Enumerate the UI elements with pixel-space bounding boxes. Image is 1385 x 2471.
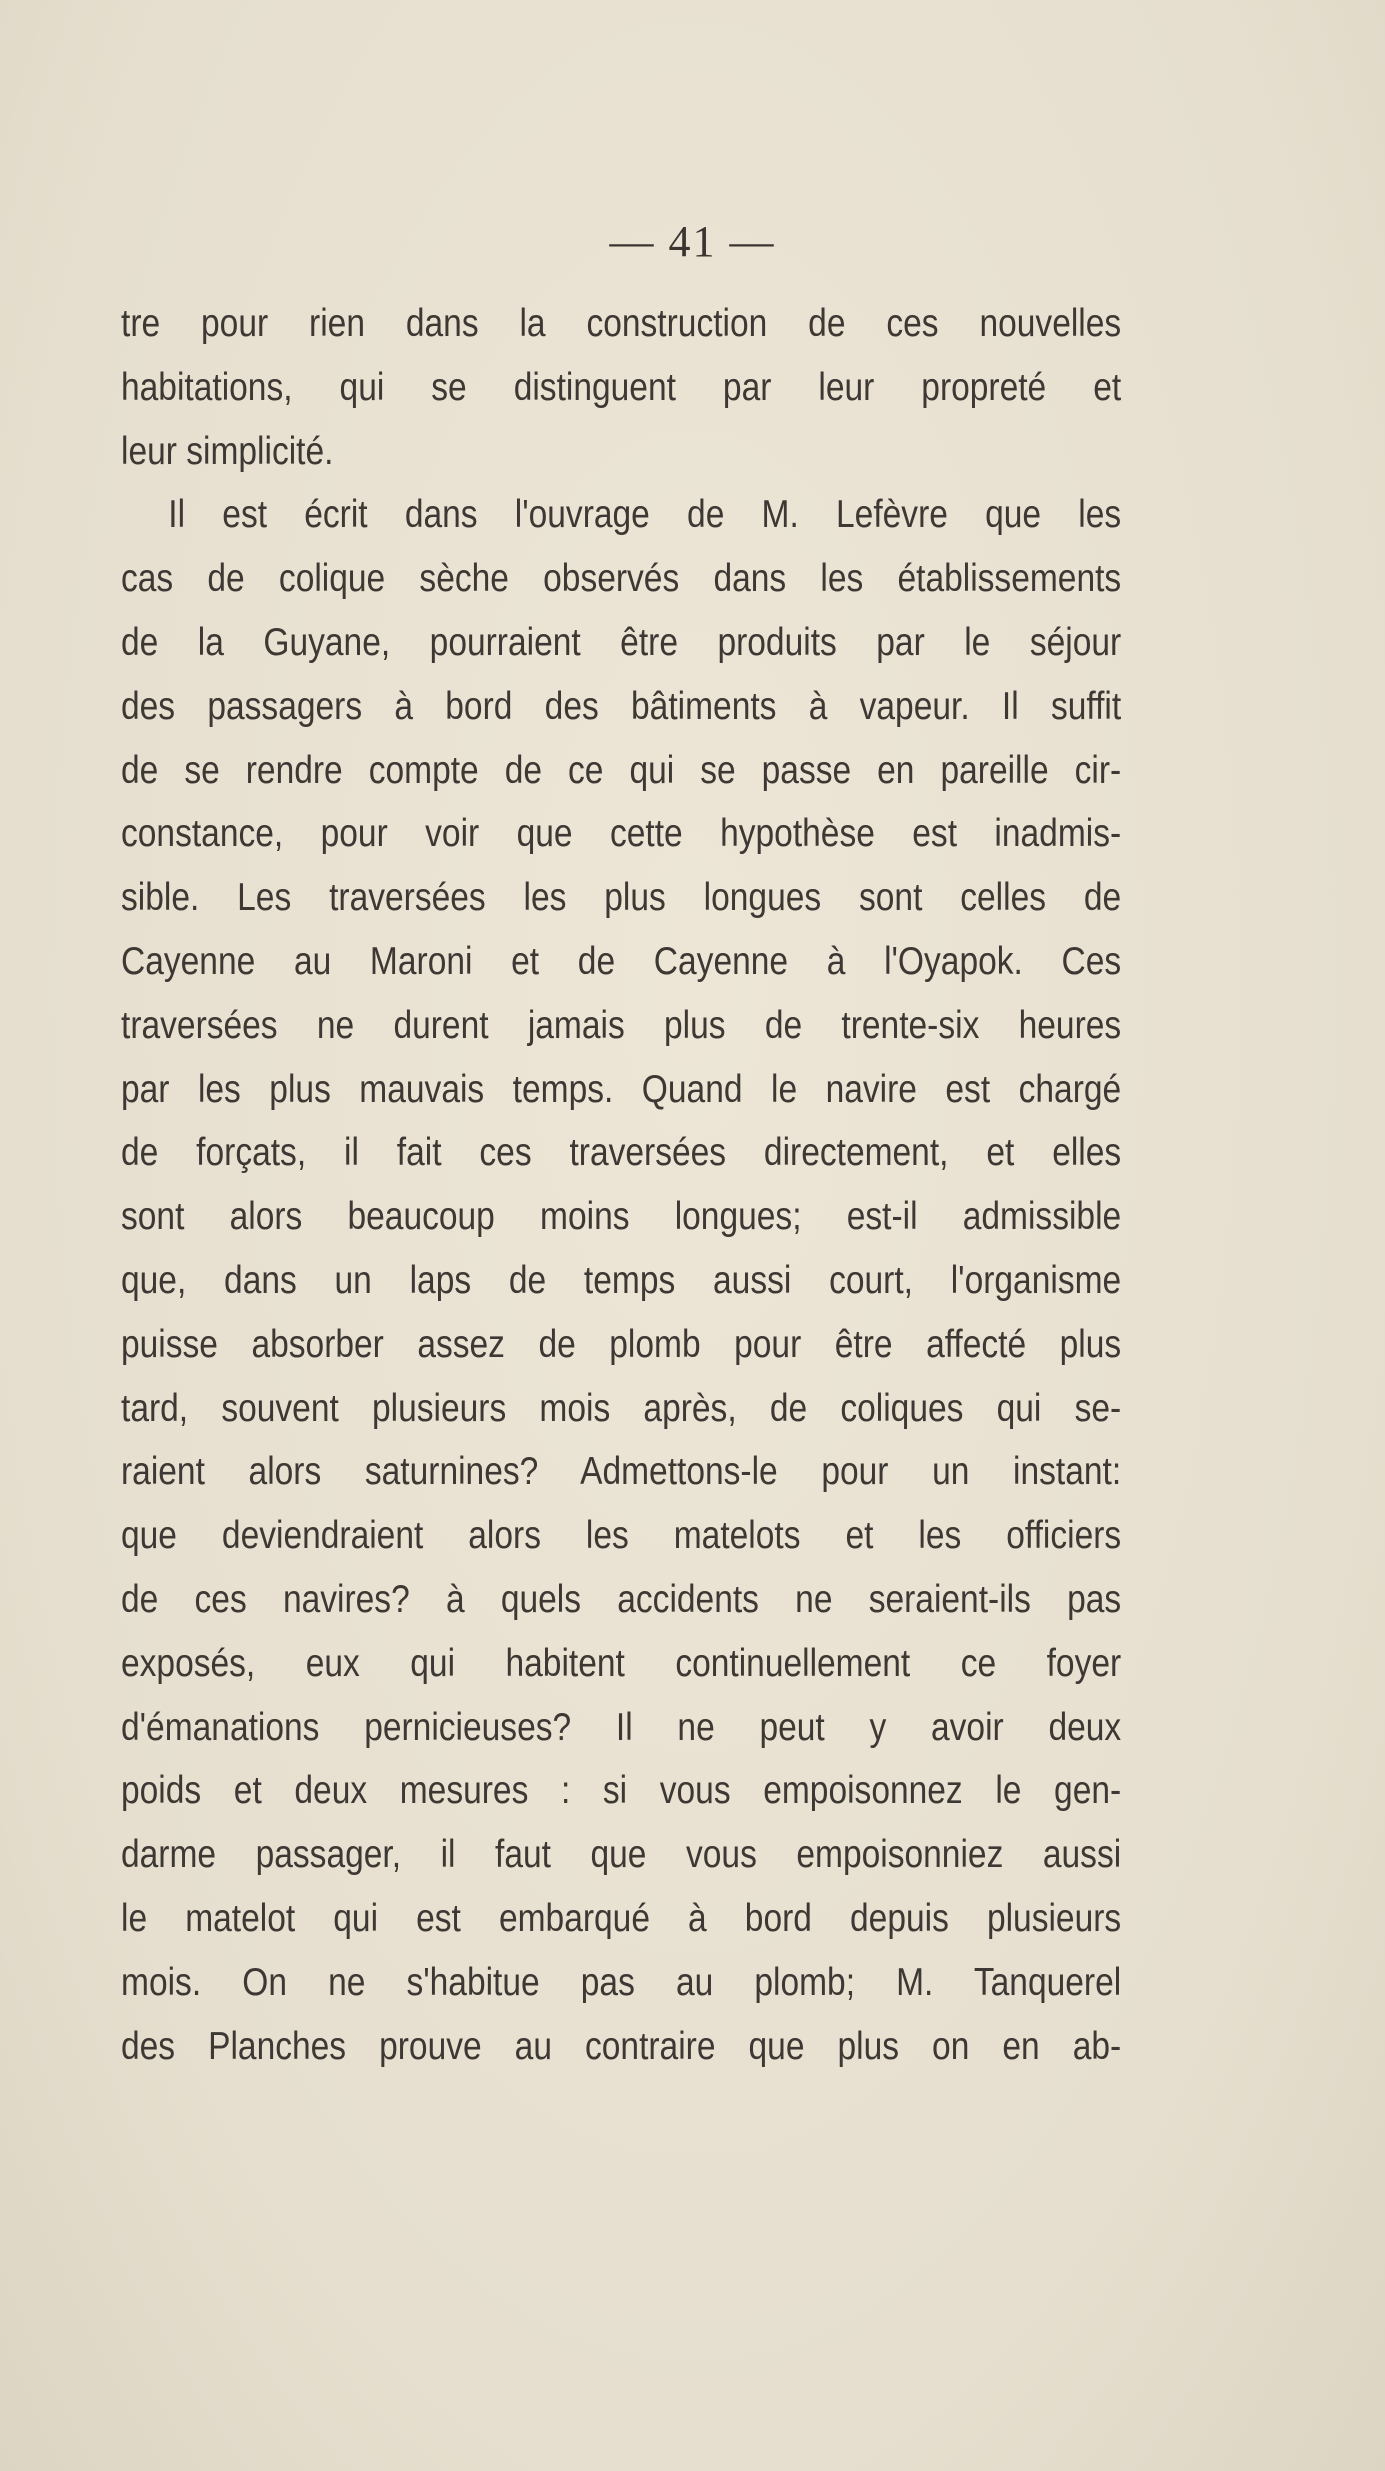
text-line: exposés, eux qui habitent continuellement ce foyer <box>121 1641 1122 1685</box>
text-line: que, dans un laps de temps aussi court, l'organisme <box>121 1258 1122 1302</box>
text-line: sont alors beaucoup moins longues; est-il admissible <box>121 1195 1122 1239</box>
body-text <box>121 292 1121 2078</box>
text-line: habitations, qui se distinguent par leur propreté et <box>121 365 1122 409</box>
text-line: cas de colique sèche observés dans les établissements <box>121 557 1122 601</box>
text-line: des Planches prouve au contraire que plus on en ab- <box>121 2024 1122 2068</box>
text-line: des passagers à bord des bâtiments à vapeur. Il suffit <box>121 684 1122 728</box>
page-number: — 41 — <box>609 217 776 266</box>
text-line: puisse absorber assez de plomb pour être affecté plus <box>121 1322 1122 1366</box>
text-line: d'émanations pernicieuses? Il ne peut y avoir deux <box>121 1705 1122 1749</box>
text-line: le matelot qui est embarqué à bord depuis plusieurs <box>121 1896 1122 1940</box>
text-line: leur simplicité. <box>121 429 334 473</box>
text-line: darme passager, il faut que vous empoisonniez aussi <box>121 1833 1122 1877</box>
text-line: traversées ne durent jamais plus de trente-six heures <box>121 1003 1122 1047</box>
text-line: constance, pour voir que cette hypothèse est inadmis- <box>121 812 1122 856</box>
text-line: mois. On ne s'habitue pas au plomb; M. Tanquerel <box>121 1960 1122 2004</box>
text-line: de la Guyane, pourraient être produits par le séjour <box>121 620 1122 664</box>
text-line: Il est écrit dans l'ouvrage de M. Lefèvre que les <box>168 493 1122 537</box>
text-line: de forçats, il fait ces traversées directement, et elles <box>121 1131 1122 1175</box>
text-line: tre pour rien dans la construction de ces nouvelles <box>121 302 1122 345</box>
text-line: poids et deux mesures : si vous empoisonnez le gen- <box>121 1769 1122 1813</box>
text-line: par les plus mauvais temps. Quand le navire est chargé <box>121 1067 1122 1111</box>
text-line: de ces navires? à quels accidents ne seraient-ils pas <box>121 1577 1122 1621</box>
text-line: que deviendraient alors les matelots et les officiers <box>121 1514 1122 1558</box>
text-line: Cayenne au Maroni et de Cayenne à l'Oyapok. Ces <box>121 939 1122 983</box>
text-line: raient alors saturnines? Admettons-le pour un instant: <box>121 1450 1122 1494</box>
text-line: de se rendre compte de ce qui se passe en pareille cir- <box>121 748 1122 792</box>
text-line: tard, souvent plusieurs mois après, de coliques qui se- <box>121 1386 1122 1430</box>
text-line: sible. Les traversées les plus longues sont celles de <box>121 876 1122 920</box>
